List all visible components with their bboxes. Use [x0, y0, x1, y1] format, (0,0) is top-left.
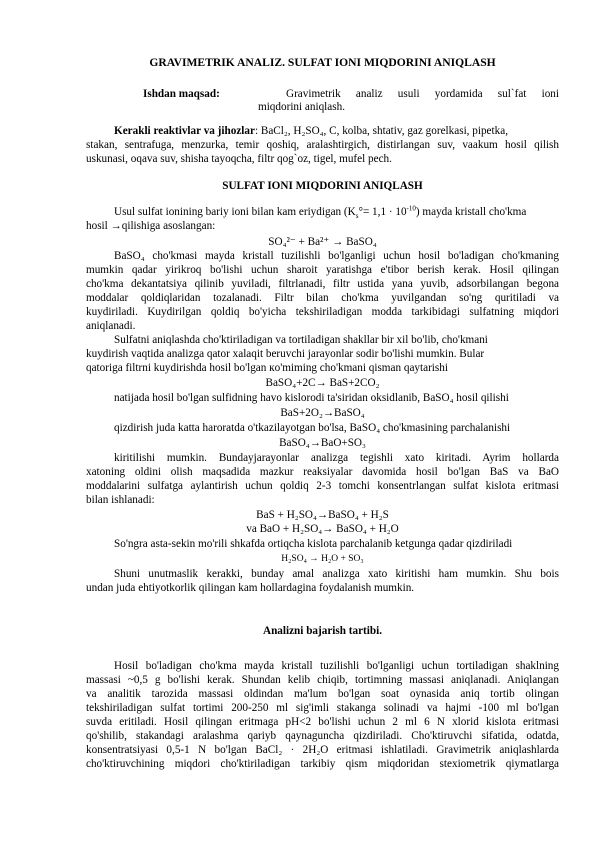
p9-line: cho'ktiruvchining miqdori cho'ktiriladigan tarkibiy qism miqdoridan stexiometrik qiymatlarga	[86, 758, 559, 770]
equation-5: BaS + H₂SO₄→BaSO₄ + H₂S	[256, 509, 389, 521]
p1-line-2: hosil →qilishiga asoslangan:	[86, 220, 216, 232]
reagents-label: Kerakli reaktivlar va jihozlar	[114, 125, 255, 137]
p2-line: aniqlanadi.	[86, 320, 136, 332]
reagents-line-1	[114, 125, 559, 138]
aim-text-line-2: miqdorini aniqlash.	[258, 101, 346, 113]
p9-line: suvda eritiladi. Hosil qilingan eritmaga pH<2 bo'lishi uchun 2 ml 6 N xlorid kislota eritmasi	[86, 716, 559, 728]
equation-6: va BaO + H₂SO₄→ BaSO₄ + H₂O	[246, 523, 399, 535]
document-title: GRAVIMETRIK ANALIZ. SULFAT IONI MIQDORINI ANIQLASH	[149, 56, 496, 69]
equation-7: H₂SO₄ → H₂O + SO₃	[281, 554, 364, 564]
equation-1: SO₄²⁻ + Ba²⁺ → BaSO₄	[268, 236, 377, 248]
p6-line: moddalarini sulfatga aylantirish uchun qoldiq 2-3 tomchi konsentrlangan sulfat kislota eritmasi	[86, 480, 559, 492]
p8-line: undan juda ehtiyotkorlik qilingan kam hollardagina foydalanish mumkin.	[86, 582, 415, 594]
equation-2: BaSO₄+2C→ BaS+2CO₂	[265, 377, 380, 389]
p2-line: BaSO₄ cho'kmasi mayda kristall tuzilishli bo'lganligi uchun hosil bo'ladigan cho'kmaning	[114, 250, 559, 262]
section-2-title: Analizni bajarish tartibi.	[262, 625, 383, 637]
p6-line: bilan ishlanadi:	[86, 494, 155, 506]
p6-line: xatoning oldini olish maqsadida mazkur reaksiyalar davomida hosil bo'lgan BaS va BaO	[86, 466, 559, 478]
p3-line: kuydirish vaqtida analizga qator xalaqit beruvchi jarayonlar sodir bo'lishi mumkin. Bular	[86, 348, 485, 360]
p9-line: konsentratsiyasi 0,5-1 N bo'lgan BaCl₂ · 2H₂O eritmasi ishlatiladi. Gravimetrik aniqlashlarda	[86, 744, 559, 756]
aim-label: Ishdan maqsad:	[143, 88, 220, 100]
equation-3: BaS+2O₂→BaSO₄	[280, 407, 365, 419]
reagents-line-2: stakan, sentrafuga, menzurka, temir qoshiq, aralashtirgich, distirlangan suv, vaakum hosil qilish	[86, 139, 559, 151]
p8-line: Shuni unutmaslik kerakki, bunday amal analizga xato kiritishi ham mumkin. Shu bois	[114, 568, 559, 580]
p9-line: qo'shilib, stakandagi aralashma qariyb qaynaguncha qizdiriladi. Cho'ktiruvchi sifatida, odatda,	[86, 730, 559, 742]
ks-exponent: -10	[406, 204, 416, 213]
p6-line: kiritilishi mumkin. Bundayjarayonlar analizga tegishli xato kiritadi. Ayrim hollarda	[114, 452, 559, 464]
p9-line: massasi ~0,5 g bo'lishi kerak. Shundan kelib chiqib, tortimning massasi aniqlanadi. Aniqlangan	[86, 674, 559, 686]
p3-line: Sulfatni aniqlashda cho'ktiriladigan va tortiladigan shakllar bir xil bo'lib, cho'kmani	[114, 334, 488, 346]
p9-line: va analitik tarozida massasi oldindan ma'lum bo'lgan soat oynasida aniq tortib olingan	[86, 688, 559, 700]
p2-line: moddalar qoldiqlaridan tozalanadi. Filtr bilan cho'kma yuvilgandan so'ng quritiladi va	[86, 292, 559, 304]
p1-text: Usul sulfat ionining bariy ioni bilan kam eriydigan (K	[114, 206, 356, 218]
ks-value: °= 1,1 · 10	[358, 206, 407, 218]
reagents-text: : BaCl₂, H₂SO₄, C, kolba, shtativ, gaz gorelkasi, pipetka,	[254, 125, 508, 137]
p2-line: mumkin qadar yirikroq bo'lishi uchun sharoit yaratishga e'tibor berish kerak. Hosil qilingan	[86, 264, 559, 276]
p2-line: kuydiriladi. Kuydirilgan qoldiq bo'yicha tekshiriladigan modda tarkibidagi sulfatning miqdori	[86, 306, 559, 318]
aim-text-line-1: Gravimetrik analiz usuli yordamida sul`fat ioni	[286, 88, 559, 100]
p9-line: Hosil bo'ladigan cho'kma mayda kristall tuzilishli bo'lganligi uchun tortiladigan shaklning	[114, 660, 559, 672]
p4-line: natijada hosil bo'lgan sulfidning havo kislorodi ta'siridan oksidlanib, BaSO₄ hosil qilishi	[114, 392, 509, 404]
equation-4: BaSO₄→BaO+SO₃	[279, 437, 366, 449]
section-title: SULFAT IONI MIQDORINI ANIQLASH	[222, 180, 423, 192]
ks-subscript: s	[355, 212, 359, 221]
reagents-line-3: uskunasi, oqava suv, shisha tayoqcha, filtr qog`oz, tigel, mufel pech.	[86, 153, 392, 165]
p2-line: cho'kma dekantatsiya qilinib yuviladi, filtrlanadi, filtr ustida yana yuvib, adsorbilangan begona	[86, 278, 559, 290]
p7-line: So'ngra asta-sekin mo'rili shkafda ortiqcha kislota parchalanib ketgunga qadar qizdiriladi	[114, 538, 513, 550]
p1-line-1	[114, 206, 559, 219]
p5-line: qizdirish juda katta haroratda o'tkazilayotgan bo'lsa, BaSO₄ cho'kmasining parchalanishi	[114, 422, 511, 434]
p3-line: qatoriga filtrni kuydirishda hosil bo'lgan кo'miming cho'kmani qisman qaytarishi	[86, 362, 448, 374]
p9-line: tekshiriladigan sulfat tortimi 200-250 ml sig'imli stakanga solinadi va hajmi -100 ml bo'lgan	[86, 702, 559, 714]
p1-text-end: ) mayda kristall cho'kma	[415, 206, 527, 218]
